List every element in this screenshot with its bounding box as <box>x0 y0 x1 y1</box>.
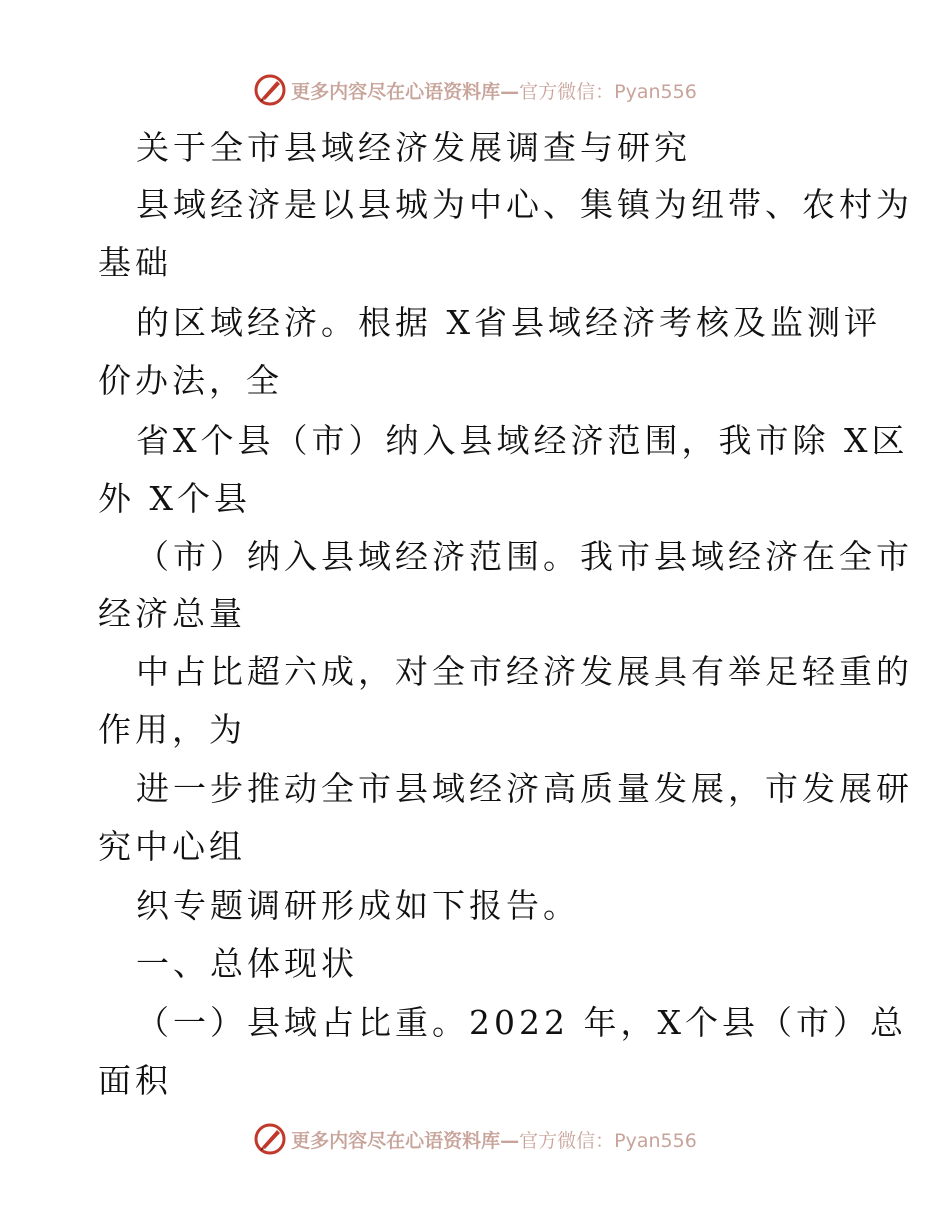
watermark-site-text: 更多内容尽在心语资料库 <box>291 1129 501 1152</box>
document-title: 关于全市县域经济发展调查与研究 <box>136 128 691 167</box>
paragraph-line: 织专题调研形成如下报告。 <box>136 886 580 925</box>
watermark-site-text: 更多内容尽在心语资料库 <box>291 80 501 103</box>
paragraph-line: 外 X个县 <box>98 479 251 518</box>
paragraph-line: 的区域经济。根据 X省县域经济考核及监测评 <box>136 303 881 342</box>
paragraph-line: 作用，为 <box>98 710 246 749</box>
quill-logo-icon <box>253 1122 287 1156</box>
watermark-dash: — <box>500 80 520 103</box>
watermark-dash: — <box>500 1129 520 1152</box>
footer-watermark <box>0 1119 950 1159</box>
paragraph-line: 进一步推动全市县域经济高质量发展，市发展研 <box>136 769 913 808</box>
paragraph-line: 价办法，全 <box>98 361 283 400</box>
watermark-wechat-text: 官方微信：Pyan556 <box>519 1129 697 1152</box>
paragraph-line: 省X个县（市）纳入县域经济范围，我市除 X区 <box>136 421 909 460</box>
paragraph-line: 县域经济是以县城为中心、集镇为纽带、农村为 <box>136 185 913 224</box>
paragraph-line: （一）县域占比重。2022 年，X个县（市）总 <box>136 1003 907 1042</box>
section-heading: 一、总体现状 <box>136 944 358 983</box>
paragraph-line: （市）纳入县域经济范围。我市县域经济在全市 <box>136 537 913 576</box>
paragraph-line: 究中心组 <box>98 827 246 866</box>
paragraph-line: 基础 <box>98 243 172 282</box>
paragraph-line: 经济总量 <box>98 594 246 633</box>
paragraph-line: 中占比超六成，对全市经济发展具有举足轻重的 <box>136 652 913 691</box>
watermark-wechat-text: 官方微信：Pyan556 <box>519 80 697 103</box>
watermark-text <box>291 1126 697 1153</box>
paragraph-line: 面积 <box>98 1061 172 1100</box>
